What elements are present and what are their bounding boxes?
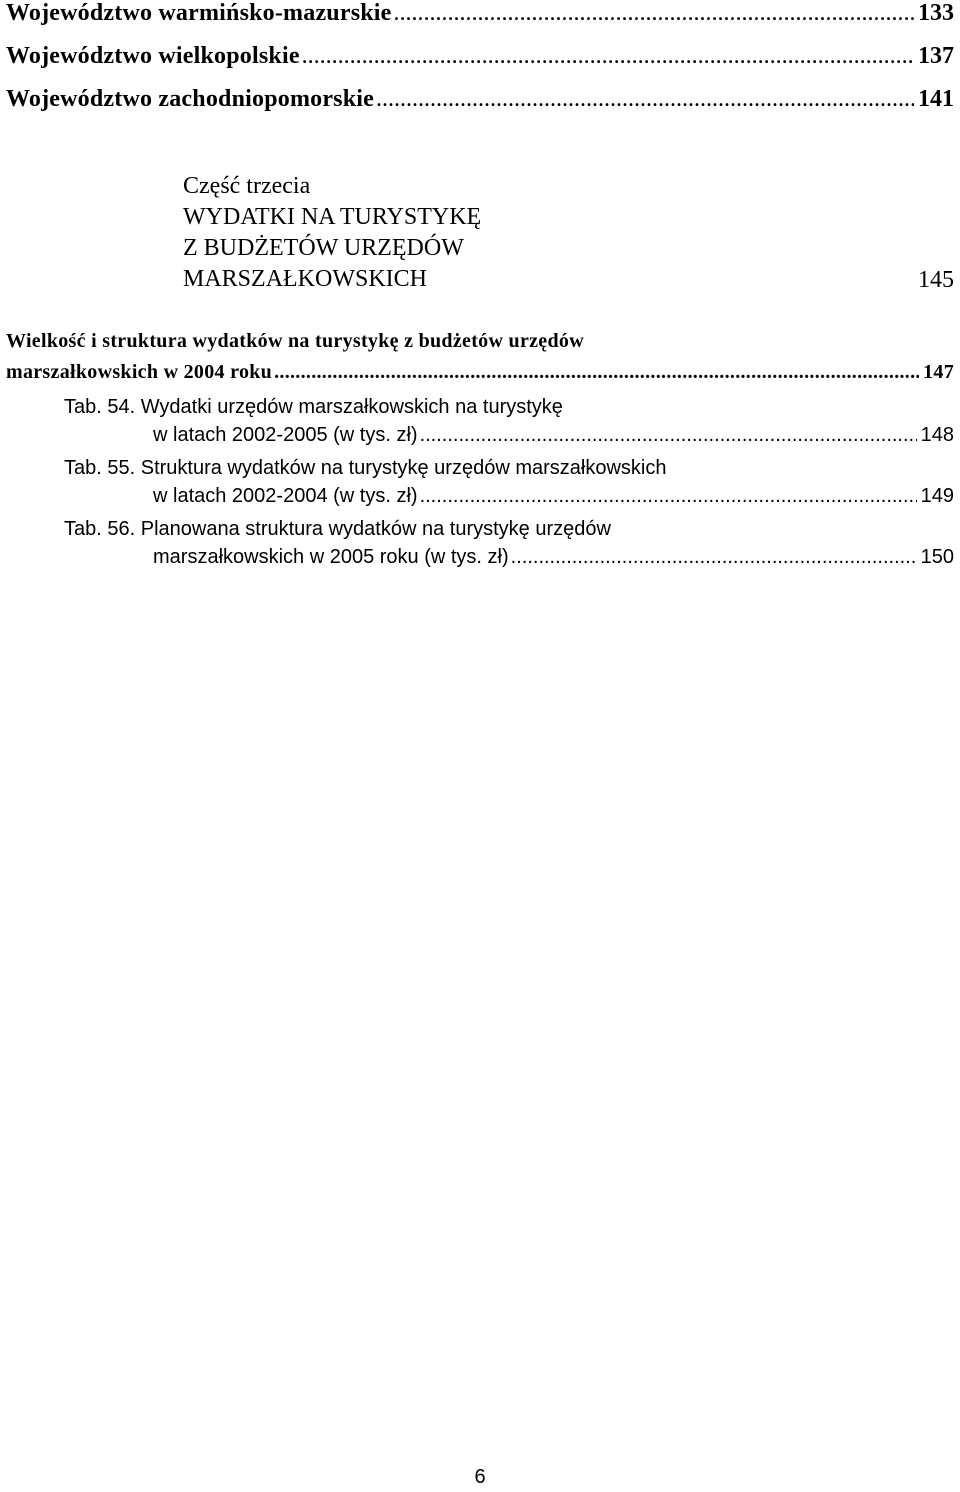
- toc-entry-page: 150: [920, 546, 954, 568]
- toc-entry-tab-55[interactable]: [64, 457, 666, 480]
- toc-entry-wielkopolskie[interactable]: [6, 43, 954, 70]
- toc-entry-warminsko-mazurskie[interactable]: [6, 0, 954, 27]
- part-heading-line: Z BUDŻETÓW URZĘDÓW: [183, 235, 464, 261]
- dot-leader: [420, 485, 917, 508]
- table-title-line2: w latach 2002-2005 (w tys. zł): [153, 424, 418, 446]
- part-heading-line: Część trzecia: [183, 173, 311, 199]
- toc-entry-section[interactable]: [6, 361, 954, 384]
- toc-entry-tab-54[interactable]: [64, 396, 563, 419]
- table-title-line1: Struktura wydatków na turystykę urzędów marszałkowskich: [140, 457, 667, 479]
- part-heading-line: MARSZAŁKOWSKICH: [183, 266, 428, 292]
- table-title-line2: w latach 2002-2004 (w tys. zł): [153, 485, 418, 507]
- toc-entry-tab-55-line2[interactable]: [153, 485, 954, 508]
- dot-leader: [302, 43, 914, 70]
- toc-entry-tab-56[interactable]: [64, 518, 611, 541]
- toc-entry-label: Województwo zachodniopomorskie: [6, 86, 374, 112]
- toc-entry-page: 137: [918, 43, 954, 69]
- toc-entry-page: 147: [923, 361, 954, 383]
- page-number-footer: 6: [474, 1466, 486, 1488]
- part-page-number: 145: [918, 267, 954, 293]
- dot-leader: [420, 424, 917, 447]
- table-title-line1: Planowana struktura wydatków na turystykę urzędów: [140, 518, 611, 540]
- table-label: Tab. 54.: [64, 396, 136, 418]
- part-heading[interactable]: [183, 171, 481, 295]
- dot-leader: [376, 86, 914, 113]
- section-heading-line1: Wielkość i struktura wydatków na turystykę z budżetów urzędów: [6, 330, 584, 352]
- toc-entry-label: Województwo wielkopolskie: [6, 43, 300, 69]
- dot-leader: [274, 361, 919, 384]
- table-title-line2: marszałkowskich w 2005 roku (w tys. zł): [153, 546, 509, 568]
- toc-entry-page: 148: [920, 424, 954, 446]
- dot-leader: [394, 0, 914, 27]
- toc-entry-page: 149: [920, 485, 954, 507]
- table-label: Tab. 55.: [64, 457, 136, 479]
- toc-entry-page: 133: [918, 0, 954, 26]
- table-title-line1: Wydatki urzędów marszałkowskich na turystykę: [140, 396, 563, 418]
- toc-entry-zachodniopomorskie[interactable]: [6, 86, 954, 113]
- toc-entry-tab-56-line2[interactable]: [153, 546, 954, 569]
- section-heading-line2: marszałkowskich w 2004 roku: [6, 361, 273, 383]
- toc-entry-label: Województwo warmińsko-mazurskie: [6, 0, 392, 26]
- toc-entry-tab-54-line2[interactable]: [153, 424, 954, 447]
- dot-leader: [511, 546, 917, 569]
- table-label: Tab. 56.: [64, 518, 136, 540]
- toc-entry-page: 141: [918, 86, 954, 112]
- part-heading-line: WYDATKI NA TURYSTYKĘ: [183, 204, 482, 230]
